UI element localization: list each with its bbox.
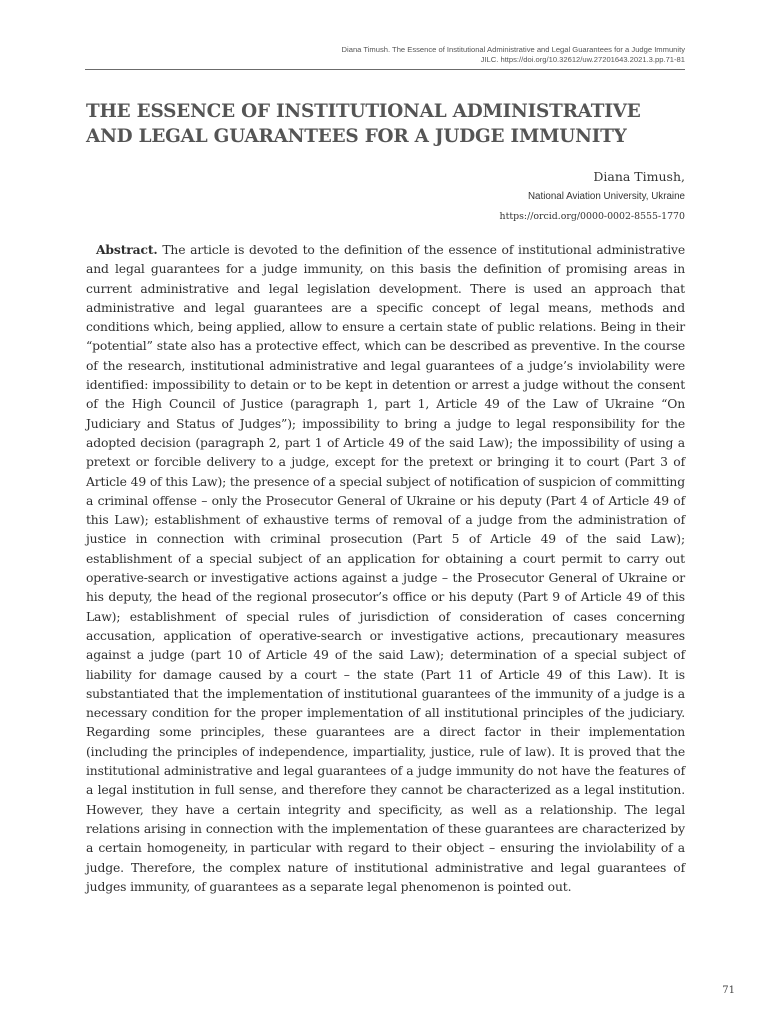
author-name: Diana Timush, — [593, 169, 685, 184]
running-head-citation: Diana Timush. The Essence of Institutional Administrative and Legal Guarantees for a Judge Immunity — [341, 45, 685, 54]
author-orcid-link[interactable]: https://orcid.org/0000-0002-8555-1770 — [499, 211, 685, 222]
author-block — [185, 168, 685, 223]
article-title: THE ESSENCE OF INSTITUTIONAL ADMINISTRATIVE AND LEGAL GUARANTEES FOR A JUDGE IMMUNITY — [86, 101, 641, 147]
abstract-label: Abstract. — [96, 242, 158, 257]
abstract-text: The article is devoted to the definition of the essence of institutional administrative and legal guarantees for a judge immunity, on this basis the definition of promising areas in current administrative and legal legislation development. There is used an approach that administrative and legal guarantees are a specific concept of legal means, methods and conditions which, being applied, allow to ensure a certain state of public relations. Being in their “potential” state also has a protective effect, which can be described as preventive. In the course of the research, institutional administrative and legal guarantees of a judge’s inviolability were identified: impossibility to detain or to be kept in detention or arrest a judge without the consent of the High Council of Justice (paragraph 1, part 1, Article 49 of the Law of Ukraine “On Judiciary and Status of Judges”); impossibility to bring a judge to legal responsibility for the adopted decision (paragraph 2, part 1 of Article 49 of the said Law); the impossibility of using a pretext or forcible delivery to a judge, except for the pretext or bringing it to court (Part 3 of Article 49 of this Law); the presence of a special subject of notification of suspicion of committing a criminal offense – only the Prosecutor General of Ukraine or his deputy (Part 4 of Article 49 of this Law); establishment of exhaustive terms of removal of a judge from the administration of justice in connection with criminal prosecution (Part 5 of Article 49 of the said Law); establishment of a special subject of an application for obtaining a court permit to carry out operative-search or investigative actions against a judge – the Prosecutor General of Ukraine or his deputy, the head of the regional prosecutor’s office or his deputy (Part 9 of Article 49 of this Law); establishment of special rules of jurisdiction of consideration of cases concerning accusation, application of operative-search or investigative actions, precautionary measures against a judge (part 10 of Article 49 of the said Law); determination of a special subject of liability for damage caused by a court – the state (Part 11 of Article 49 of this Law). It is substantiated that the implementation of institutional guarantees of the immunity of a judge is a necessary condition for the proper implementation of all institutional principles of the judiciary. Regarding some principles, these guarantees are a direct factor in their implementation (including the principles of independence, impartiality, justice, rule of law). It is proved that the institutional administrative and legal guarantees of a judge immunity do not have the features of a legal institution in full sense, and therefore they cannot be characterized as a legal institution. However, they have a certain integrity and specificity, as well as a relationship. The legal relations arising in connection with the implementation of these guarantees are characterized by a certain homogeneity, in particular with regard to their object – ensuring the inviolability of a judge. Therefore, the complex nature of institutional administrative and legal guarantees of judges immunity, of guarantees as a separate legal phenomenon is pointed out. — [86, 243, 685, 894]
running-head — [85, 45, 685, 65]
running-head-doi[interactable]: JILC. https://doi.org/10.32612/uw.27201643.2021.3.pp.71-81 — [480, 55, 685, 64]
author-affiliation: National Aviation University, Ukraine — [527, 191, 685, 202]
abstract-paragraph — [86, 240, 685, 897]
header-divider — [85, 69, 685, 70]
page-number: 71 — [722, 985, 735, 996]
